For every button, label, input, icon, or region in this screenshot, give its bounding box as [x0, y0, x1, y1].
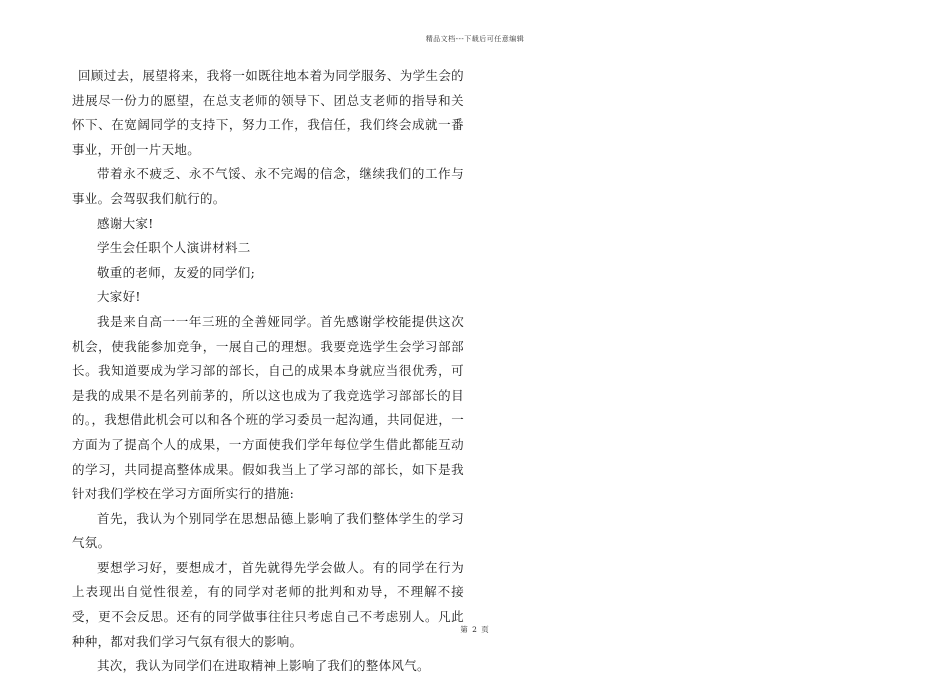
paragraph-greeting: 大家好! [97, 289, 141, 305]
paragraph-salutation: 敬重的老师，友爱的同学们; [97, 264, 256, 280]
paragraph-second-point: 其次，我认为同学们在进取精神上影响了我们的整体风气。 [97, 658, 430, 674]
paragraph-behavior: 要想学习好，要想成才，首先就得先学会做人。有的同学在行为上表现出自觉性很差，有的同学对老师的批判和劝导，不理解不接受，更不会反思。还有的同学做事往往只考虑自己不考虑别人。凡此种种，都对我们学习气氛有很大的影响。 [72, 559, 464, 649]
document-body [72, 64, 464, 679]
paragraph-review: 回顾过去，展望将来，我将一如既往地本着为同学服务、为学生会的进展尽一份力的愿望，在总支老师的领导下、团总支老师的指导和关怀下、在宽阔同学的支持下，努力工作，我信任，我们终会成就一番事业，开创一片天地。 [72, 68, 464, 157]
section-title: 学生会任职个人演讲材料二 [97, 240, 251, 256]
header-note: 精品文档---下载后可任意编辑 [425, 35, 525, 43]
paragraph-thanks: 感谢大家! [97, 215, 154, 231]
paragraph-first-point: 首先，我认为个别同学在思想品德上影响了我们整体学生的学习气氛。 [72, 510, 464, 551]
paragraph-introduction: 我是来自高一一年三班的全善娅同学。首先感谢学校能提供这次机会，使我能参加竞争，一展自己的理想。我要竞选学生会学习部部长。我知道要成为学习部的部长，自己的成果本身就应当很优秀，可是我的成果不是名列前茅的，所以这也成为了我竞选学习部部长的目的。，我想借此机会可以和各个班的学习委员一起沟通，共同促进，一方面为了提高个人的成果，一方面使我们学年每位学生借此都能互动的学习，共同提高整体成果。假如我当上了学习部的部长，如下是我针对我们学校在学习方面所实行的措施: [72, 313, 464, 502]
paragraph-belief: 带着永不疲乏、永不气馁、永不完竭的信念，继续我们的工作与事业。会驾驭我们航行的。 [72, 166, 464, 206]
page-number: 第 2 页 [460, 625, 490, 634]
